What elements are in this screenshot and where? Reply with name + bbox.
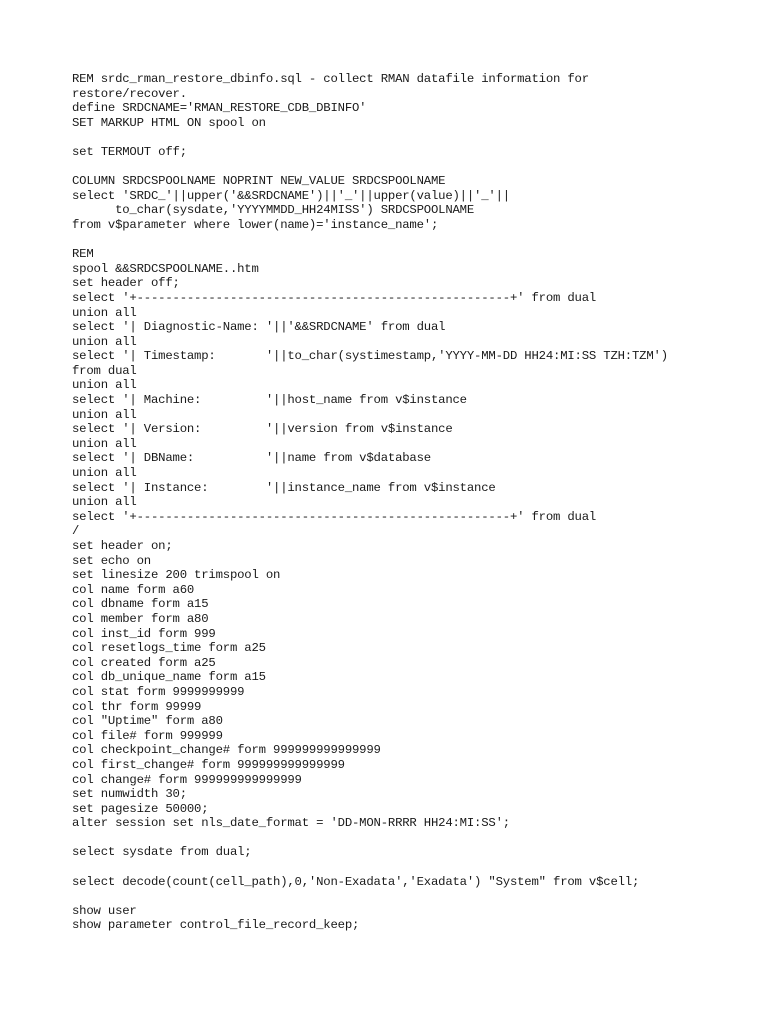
code-line bbox=[72, 160, 752, 175]
code-line: col stat form 9999999999 bbox=[72, 684, 245, 699]
code-line: col inst_id form 999 bbox=[72, 626, 216, 641]
code-line: union all bbox=[72, 407, 137, 422]
code-line: REM srdc_rman_restore_dbinfo.sql - collect RMAN datafile information for bbox=[72, 72, 589, 86]
code-line: col db_unique_name form a15 bbox=[72, 670, 266, 685]
code-line: alter session set nls_date_format = 'DD-MON-RRRR HH24:MI:SS'; bbox=[72, 816, 510, 831]
code-line: SET MARKUP HTML ON spool on bbox=[72, 115, 266, 130]
code-line: select sysdate from dual; bbox=[72, 845, 252, 860]
code-line: set header off; bbox=[72, 276, 180, 291]
code-line: select '| DBName: '||name from v$database bbox=[72, 451, 431, 466]
code-line: col "Uptime" form a80 bbox=[72, 714, 223, 729]
code-line: show user bbox=[72, 903, 137, 918]
code-line: select '| Instance: '||instance_name from v$instance bbox=[72, 480, 496, 495]
code-line bbox=[72, 889, 752, 904]
code-line: col member form a80 bbox=[72, 611, 209, 626]
code-line: col name form a60 bbox=[72, 582, 195, 597]
code-line: select '| Diagnostic-Name: '||'&&SRDCNAME' from dual bbox=[72, 320, 446, 335]
code-line: col checkpoint_change# form 999999999999999 bbox=[72, 743, 381, 758]
code-line: union all bbox=[72, 436, 137, 451]
code-line: REM bbox=[72, 247, 94, 262]
code-line: show parameter control_file_record_keep; bbox=[72, 918, 360, 933]
code-line: col dbname form a15 bbox=[72, 597, 209, 612]
code-line: select '| Timestamp: '||to_char(systimestamp,'YYYY-MM-DD HH24:MI:SS TZH:TZM') bbox=[72, 349, 668, 364]
code-line: / bbox=[72, 524, 80, 539]
code-line: union all bbox=[72, 495, 137, 510]
code-line: set numwidth 30; bbox=[72, 787, 187, 802]
code-line: define SRDCNAME='RMAN_RESTORE_CDB_DBINFO' bbox=[72, 101, 367, 116]
code-line: select '| Machine: '||host_name from v$instance bbox=[72, 393, 467, 408]
code-line: from v$parameter where lower(name)='instance_name'; bbox=[72, 217, 439, 232]
code-line: col file# form 999999 bbox=[72, 728, 223, 743]
code-line: union all bbox=[72, 334, 137, 349]
code-line: from dual bbox=[72, 363, 137, 378]
code-line: col thr form 99999 bbox=[72, 699, 202, 714]
code-line: union all bbox=[72, 378, 137, 393]
code-line: union all bbox=[72, 466, 137, 481]
code-line bbox=[72, 860, 752, 875]
code-line: set linesize 200 trimspool on bbox=[72, 568, 281, 583]
code-line: spool &&SRDCSPOOLNAME..htm bbox=[72, 261, 259, 276]
code-line: set pagesize 50000; bbox=[72, 801, 209, 816]
code-line: select '+----------------------------------------------------+' from dual bbox=[72, 509, 597, 524]
code-line: union all bbox=[72, 305, 137, 320]
sql-script-text bbox=[72, 72, 752, 933]
code-line: set TERMOUT off; bbox=[72, 144, 187, 159]
code-line: set echo on bbox=[72, 553, 151, 568]
code-line: col resetlogs_time form a25 bbox=[72, 641, 266, 656]
code-line: select '| Version: '||version from v$instance bbox=[72, 422, 453, 437]
code-line: col created form a25 bbox=[72, 655, 216, 670]
code-line: COLUMN SRDCSPOOLNAME NOPRINT NEW_VALUE SRDCSPOOLNAME bbox=[72, 174, 446, 189]
code-line: col first_change# form 999999999999999 bbox=[72, 757, 345, 772]
code-line: select 'SRDC_'||upper('&&SRDCNAME')||'_'||upper(value)||'_'|| bbox=[72, 188, 510, 203]
code-line bbox=[72, 831, 752, 846]
code-line: col change# form 999999999999999 bbox=[72, 772, 302, 787]
code-line: select '+----------------------------------------------------+' from dual bbox=[72, 290, 597, 305]
code-line: to_char(sysdate,'YYYYMMDD_HH24MISS') SRDCSPOOLNAME bbox=[72, 203, 475, 218]
code-line: set header on; bbox=[72, 539, 173, 553]
code-line: restore/recover. bbox=[72, 86, 187, 101]
code-line: select decode(count(cell_path),0,'Non-Exadata','Exadata') "System" from v$cell; bbox=[72, 874, 640, 889]
code-line bbox=[72, 130, 752, 145]
code-line bbox=[72, 233, 752, 248]
